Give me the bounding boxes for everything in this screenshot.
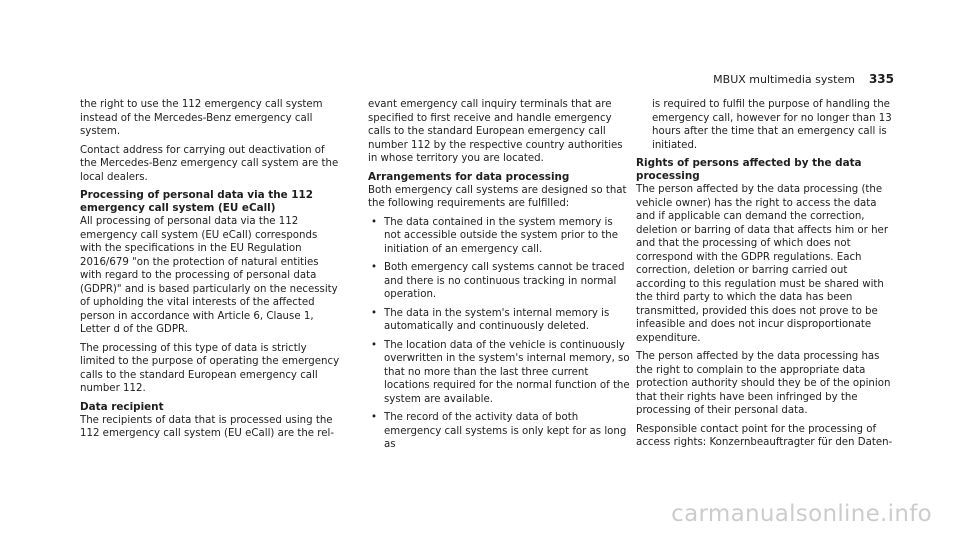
watermark: carmanualsonline.info	[671, 501, 932, 527]
paragraph: The recipients of data that is processed using the 112 emergency call system (EU eCall) are the rel-	[80, 414, 335, 439]
heading-arrangements: Arrangements for data processing	[368, 170, 570, 183]
heading-eu-ecall-processing: Processing of personal data via the 112 emergency call system (EU eCall)	[80, 189, 313, 214]
paragraph: The person affected by the data processing (the vehicle owner) has the right to access the data and if applicable can demand the correction, deletion or barring of data that affects him or her and that the processing of which does not correspond with the GDPR regulations. Each correction, deletion or barring carried out according to this regulation must be shared with the third party to which the data has been transmitted, provided this does not prove to be infeasible and does not incur disproportionate expenditure.	[636, 184, 889, 344]
list-item: • Both emergency call systems cannot be traced and there is no continuous tracking in normal operation.	[368, 261, 630, 302]
paragraph: Responsible contact point for the processing of access rights: Konzernbeauftragter für den Daten-	[636, 423, 893, 448]
column-2	[368, 98, 630, 457]
list-item: • The data in the system's internal memory is automatically and continuously deleted.	[368, 307, 630, 334]
requirements-list	[368, 216, 630, 452]
paragraph: The person affected by the data processing has the right to complain to the appropriate data protection authority should they be of the opinion that their rights have been infringed by the processing of their personal data.	[636, 351, 891, 416]
list-item: • The record of the activity data of both emergency call systems is only kept for as long as	[368, 411, 630, 452]
page-header	[713, 72, 894, 86]
paragraph: the right to use the 112 emergency call system instead of the Mercedes-Benz emergency call system.	[80, 99, 323, 137]
heading-rights: Rights of persons affected by the data processing	[636, 157, 862, 182]
section-title: MBUX multimedia system	[713, 73, 855, 86]
paragraph: Contact address for carrying out deactivation of the Mercedes-Benz emergency call system are the local dealers.	[80, 144, 339, 183]
list-item: • The location data of the vehicle is continuously overwritten in the system's internal memory, so that no more than the last three current locations required for the normal function of the system are available.	[368, 339, 630, 407]
heading-data-recipient: Data recipient	[80, 400, 164, 413]
paragraph: Both emergency call systems are designed so that the following requirements are fulfilled:	[368, 184, 627, 209]
page-number: 335	[868, 72, 894, 86]
paragraph: All processing of personal data via the 112 emergency call system (EU eCall) corresponds with the specifications in the EU Regulation 2016/679 "on the protection of natural entities with regard to the processing of personal data (GDPR)" and is based particularly on the necessity of upholding the vital interests of the affected person in accordance with Article 6, Clause 1, Letter d of the GDPR.	[80, 216, 338, 335]
paragraph: evant emergency call inquiry terminals that are specified to first receive and handle emergency calls to the standard European emergency call number 112 by the respective country authorities in whose territory you are located.	[368, 99, 623, 164]
list-item-continuation: is required to fulfil the purpose of handling the emergency call, however for no longer than 13 hours after the time that an emergency call is initiated.	[652, 99, 892, 151]
column-3	[636, 98, 898, 455]
list-item: • The data contained in the system memory is not accessible outside the system prior to the initiation of an emergency call.	[368, 216, 630, 257]
column-1	[80, 98, 342, 446]
paragraph: The processing of this type of data is strictly limited to the purpose of operating the emergency calls to the standard European emergency call number 112.	[80, 342, 340, 394]
